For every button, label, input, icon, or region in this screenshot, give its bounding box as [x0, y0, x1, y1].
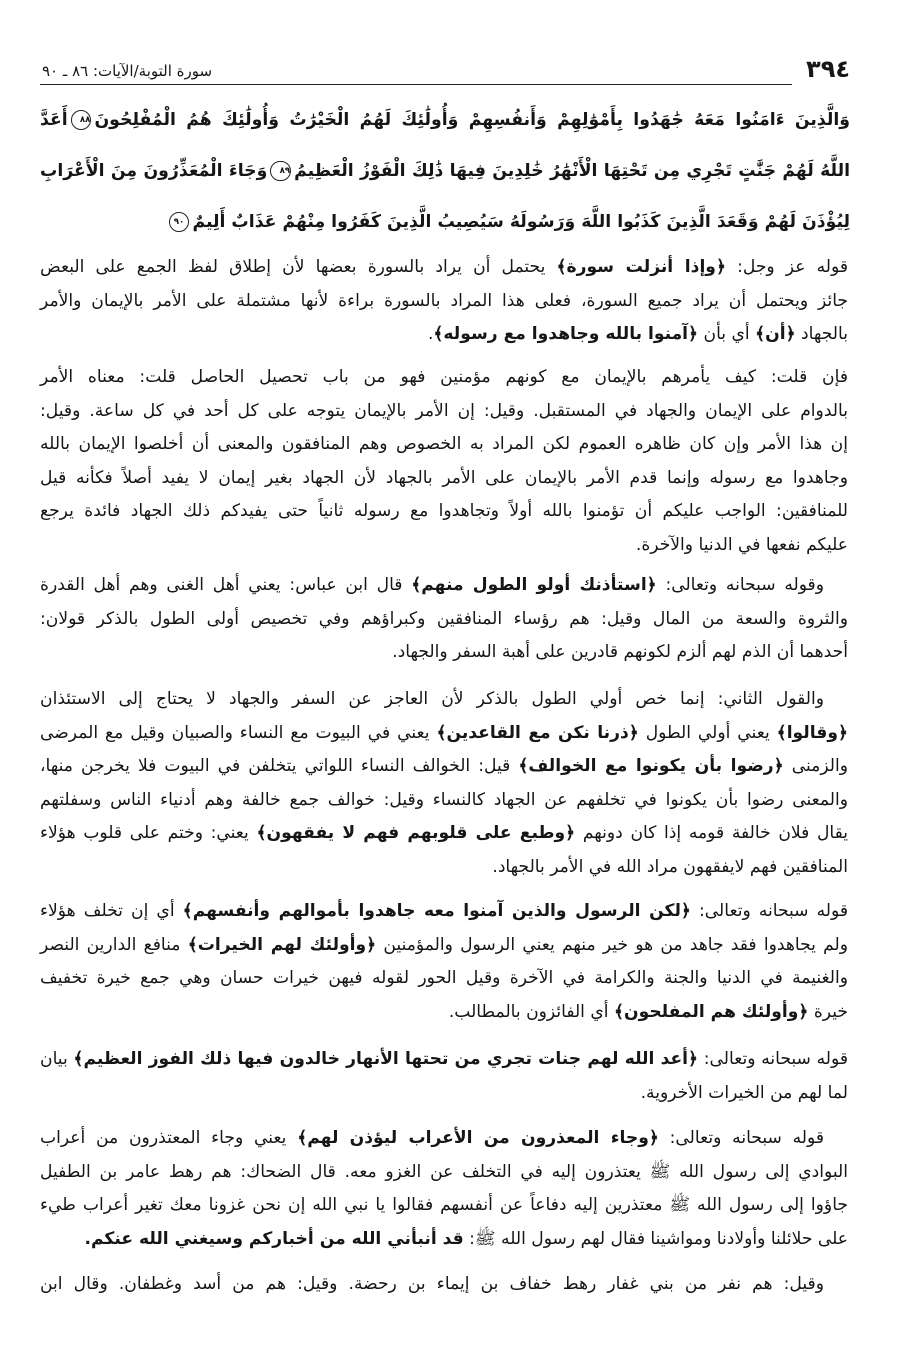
line-content [40, 723, 848, 743]
text-segment: فإن قلت: كيف يأمرهم بالإيمان مع كونهم مؤمنين فهو من باب تحصيل الحاصل قلت: معناه الأمر [40, 367, 848, 387]
text-line [40, 1223, 848, 1257]
line-content [40, 291, 848, 311]
text-segment: قوله سبحانه وتعالى: [658, 1128, 825, 1148]
paragraph [40, 1122, 848, 1256]
line-content [40, 575, 824, 595]
text-segment: ولم يجاهدوا فقد جاهد من هو خير منهم يعني الرسول والمؤمنين [376, 934, 848, 955]
text-line [40, 1077, 848, 1111]
text-segment: والثروة والسعة من المال وقيل: هم رؤساء المنافقين وكبراؤهم وفي تخصيص أولى الطول بالذكر قولان: [40, 608, 848, 629]
line-content [40, 257, 848, 277]
text-segment: يعني: وختم على قلوب هؤلاء [40, 823, 257, 843]
paragraph [40, 251, 848, 352]
quran-quote: ﴿استأذنك أولو الطول منهم﴾ [411, 575, 657, 595]
quran-quote: ﴿أعد الله لهم جنات تجري من تحتها الأنهار خالدون فيها ذلك الفوز العظيم﴾ [73, 1049, 699, 1069]
paragraph [40, 361, 848, 562]
verse-number-marker: ٨٨ [71, 110, 92, 131]
quran-quote: ﴿وجاء المعذرون من الأعراب ليؤذن لهم﴾ [297, 1128, 659, 1148]
page-number: ٣٩٤ [806, 55, 850, 83]
text-line [40, 851, 848, 885]
line-content [40, 968, 848, 988]
text-segment: جاؤوا إلى رسول الله ﷺ معتذرين إليه دفاعاً عن أنفسهم فقالوا يا نبي الله إن نحن غزونا معك تغير أعراب طيء [40, 1195, 848, 1215]
text-line [40, 395, 848, 429]
text-segment: إن هذا الأمر وإن كان ظاهره العموم لكن المراد به الخصوص وهم المنافقون والمعنى أن أخلصوا الإيمان بالله [40, 434, 848, 454]
verse-text: اللَّهُ لَهُمْ جَنَّٰتٍ تَجْرِي مِن تَحْتِهَا الْأَنْهَٰرُ خَٰلِدِينَ فِيهَا ذَٰلِكَ الْفَوْزُ الْعَظِيمُ [294, 161, 850, 181]
line-content [40, 434, 848, 454]
text-segment: أي الفائزون بالمطالب. [448, 1001, 614, 1022]
text-line [40, 529, 848, 563]
text-segment: عليكم نفعها في الدنيا والآخرة. [635, 534, 848, 555]
commentary-body [40, 0, 848, 1372]
text-segment: وقيل: هم نفر من بني غفار رهط خفاف بن إيماء بن رحضة. وقيل: هم من أسد وغطفان. وقال ابن [40, 1274, 824, 1294]
line-content [40, 901, 848, 921]
text-segment: يعني أولي الطول [638, 722, 777, 743]
line-content [392, 642, 848, 662]
text-line [40, 784, 848, 818]
line-content [84, 1229, 848, 1249]
line-content [40, 1049, 848, 1069]
line-content [40, 367, 848, 387]
line-content [428, 324, 848, 344]
text-line [40, 1189, 848, 1223]
text-line [40, 318, 848, 352]
quran-quote: ﴿وطبع على قلوبهم فهم لا يفقهون﴾ [256, 823, 576, 843]
text-segment: المنافقين فهم لايفقهون مراد الله في الأمر بالجهاد. [492, 856, 848, 877]
line-content [40, 756, 848, 776]
line-content [40, 1195, 848, 1215]
quran-quote: ﴿وإذا أنزلت سورة﴾ [556, 257, 726, 277]
quran-quote: ﴿ذرنا نكن مع القاعدين﴾ [436, 722, 639, 743]
line-content [40, 823, 848, 843]
line-content [449, 1002, 848, 1022]
text-line [40, 1043, 848, 1077]
text-segment: والزمنى [783, 756, 849, 776]
text-segment: والقول الثاني: إنما خص أولي الطول بالذكر لأن العاجز عن السفر والجهاد لا يحتاج إلى الاستئذان [40, 689, 824, 709]
line-content [40, 689, 824, 709]
text-segment: جائز ويحتمل أن يراد جميع السورة، فعلى هذا المراد بالسورة براءة لأنها مشتملة على الأمر بالإيمان والأمر [40, 290, 848, 311]
text-line [40, 895, 848, 929]
line-content [641, 1083, 848, 1103]
quran-quote: ﴿آمنوا بالله وجاهدوا مع رسوله﴾ [433, 324, 699, 344]
text-line [40, 603, 848, 637]
line-content [40, 401, 848, 421]
line-content [40, 790, 848, 810]
running-title: سورة التوبة/الآيات: ٨٦ ـ ٩٠ [42, 62, 213, 80]
text-segment: بالدوام على الإيمان والجهاد في المستقبل. وقيل: إن الأمر بالإيمان يتوجه على كل أحد في كل ساعة. وقيل: [40, 400, 848, 421]
text-segment: يعني وجاء المعتذرون من أعراب [40, 1128, 298, 1148]
text-segment: خيرة [808, 1001, 848, 1022]
text-segment: والمعنى رضوا بأن يكونوا في تخلفهم عن الجهاد كالنساء وقيل: خوالف جمع خالفة وهم أدنياء الناس وسفلتهم [40, 789, 848, 810]
text-segment: يعني في البيوت مع النساء والصبيان وقيل مع المرضى [40, 722, 437, 743]
text-segment: بالجهاد [795, 324, 848, 344]
paragraph [40, 683, 848, 884]
text-segment: أي إن تخلف هؤلاء [40, 901, 183, 921]
text-line [40, 683, 848, 717]
text-segment: بيان [40, 1049, 74, 1069]
text-segment: قوله سبحانه وتعالى: [698, 1049, 849, 1069]
text-segment: منافع الدارين النصر [40, 934, 188, 955]
line-content [40, 935, 848, 955]
text-segment: على حلائلنا وأولادنا ومواشينا فقال لهم رسول الله ﷺ: [463, 1228, 848, 1249]
line-content [40, 468, 848, 488]
text-line [40, 750, 848, 784]
text-segment: وقوله سبحانه وتعالى: [656, 575, 824, 595]
text-segment: قال ابن عباس: يعني أهل الغنى وهم أهل القدرة [40, 575, 412, 595]
text-line [40, 569, 848, 603]
paragraph [40, 895, 848, 1029]
text-line [40, 1268, 848, 1302]
quran-quote: ﴿أن﴾ [755, 324, 796, 344]
text-segment: قوله سبحانه وتعالى: [690, 901, 848, 921]
line-content [40, 1162, 848, 1182]
text-line [40, 495, 848, 529]
paragraph [40, 569, 848, 670]
text-segment: . [427, 324, 434, 344]
verse-text: وَجَاءَ الْمُعَذِّرُونَ مِنَ الْأَعْرَابِ [40, 161, 268, 181]
text-segment: يحتمل أن يراد بالسورة بعضها لأن إطلاق لفظ الجمع على البعض [40, 257, 557, 277]
text-segment: للمنافقين: الواجب عليكم أن تؤمنوا بالله أولاً وتجاهدوا مع رسوله ثانياً حتى يفيدكم ذلك الجهاد فائدة يرجع [40, 501, 848, 521]
text-segment: قيل: الخوالف النساء اللواتي يتخلفن في البيوت فلا يخرجن منها، [40, 756, 519, 776]
text-segment: قوله عز وجل: [725, 257, 848, 277]
quran-quote: ﴿وأولئك لهم الخيرات﴾ [187, 934, 377, 955]
line-content [492, 857, 848, 877]
text-segment: وجاهدوا مع رسوله وإنما قدم الأمر بالإيمان على الأمر بالجهاد لأن الجهاد بغير إيمان لا يفيد أصلاً فكأنه قيل [40, 467, 848, 488]
line-content [636, 535, 848, 555]
verse-number-marker: ٨٩ [270, 161, 291, 182]
line-content [40, 609, 848, 629]
text-line [40, 428, 848, 462]
text-line [40, 462, 848, 496]
text-line [40, 1156, 848, 1190]
hadith-quote: قد أنبأني الله من أخباركم وسيغني الله عنكم. [84, 1228, 464, 1249]
verse-text: وَالَّذِينَ ءَامَنُوا مَعَهُ جَٰهَدُوا بِأَمْوَٰلِهِمْ وَأَنفُسِهِمْ وَأُولَٰئِكَ لَهُمُ الْخَيْرَٰتُ وَأُولَٰئِكَ هُمُ الْمُفْلِحُونَ [94, 110, 850, 130]
text-line [40, 996, 848, 1030]
text-line [40, 817, 848, 851]
quran-quote: ﴿رضوا بأن يكونوا مع الخوالف﴾ [518, 756, 784, 776]
text-line [40, 636, 848, 670]
verse-text: أَعَدَّ [40, 110, 68, 130]
verse-number-marker: ٩٠ [169, 212, 190, 233]
verse-text: لِيُؤْذَنَ لَهُمْ وَقَعَدَ الَّذِينَ كَذَبُوا اللَّهَ وَرَسُولَهُ سَيُصِيبُ الَّذِينَ كَفَرُوا مِنْهُمْ عَذَابٌ أَلِيمٌ [192, 212, 850, 232]
text-line [40, 285, 848, 319]
line-content [40, 1128, 824, 1148]
text-line [40, 361, 848, 395]
text-line [40, 251, 848, 285]
quran-quote: ﴿وقالوا﴾ [776, 722, 848, 743]
quran-quote: ﴿وأولئك هم المفلحون﴾ [613, 1001, 809, 1022]
text-segment: أي بأن [698, 324, 756, 344]
line-content [40, 501, 848, 521]
text-line [40, 1122, 848, 1156]
text-line [40, 962, 848, 996]
text-line [40, 929, 848, 963]
text-segment: والغنيمة في الدنيا والجنة والكرامة في الآخرة وقيل الحور لقوله فيهن خيرات حسان وهي جمع خيرة تخفيف [40, 968, 848, 988]
text-segment: البوادي إلى رسول الله ﷺ يعتذرون إليه في التخلف عن الغزو معه. قال الضحاك: هم رهط عامر بن الطفيل [40, 1161, 848, 1182]
text-line [40, 717, 848, 751]
quran-quote: ﴿لكن الرسول والذين آمنوا معه جاهدوا بأموالهم وأنفسهم﴾ [182, 901, 691, 921]
text-segment: يقال فلان خالفة قومه إذا كان دونهم [575, 823, 849, 843]
paragraph [40, 1043, 848, 1110]
line-content [40, 1274, 824, 1294]
text-segment: أحدهما أن الذم لهم ألزم لكونهم قادرين على أهبة السفر والجهاد. [392, 642, 848, 662]
text-segment: لما لهم من الخيرات الأخروية. [640, 1082, 848, 1103]
paragraph [40, 1268, 848, 1302]
